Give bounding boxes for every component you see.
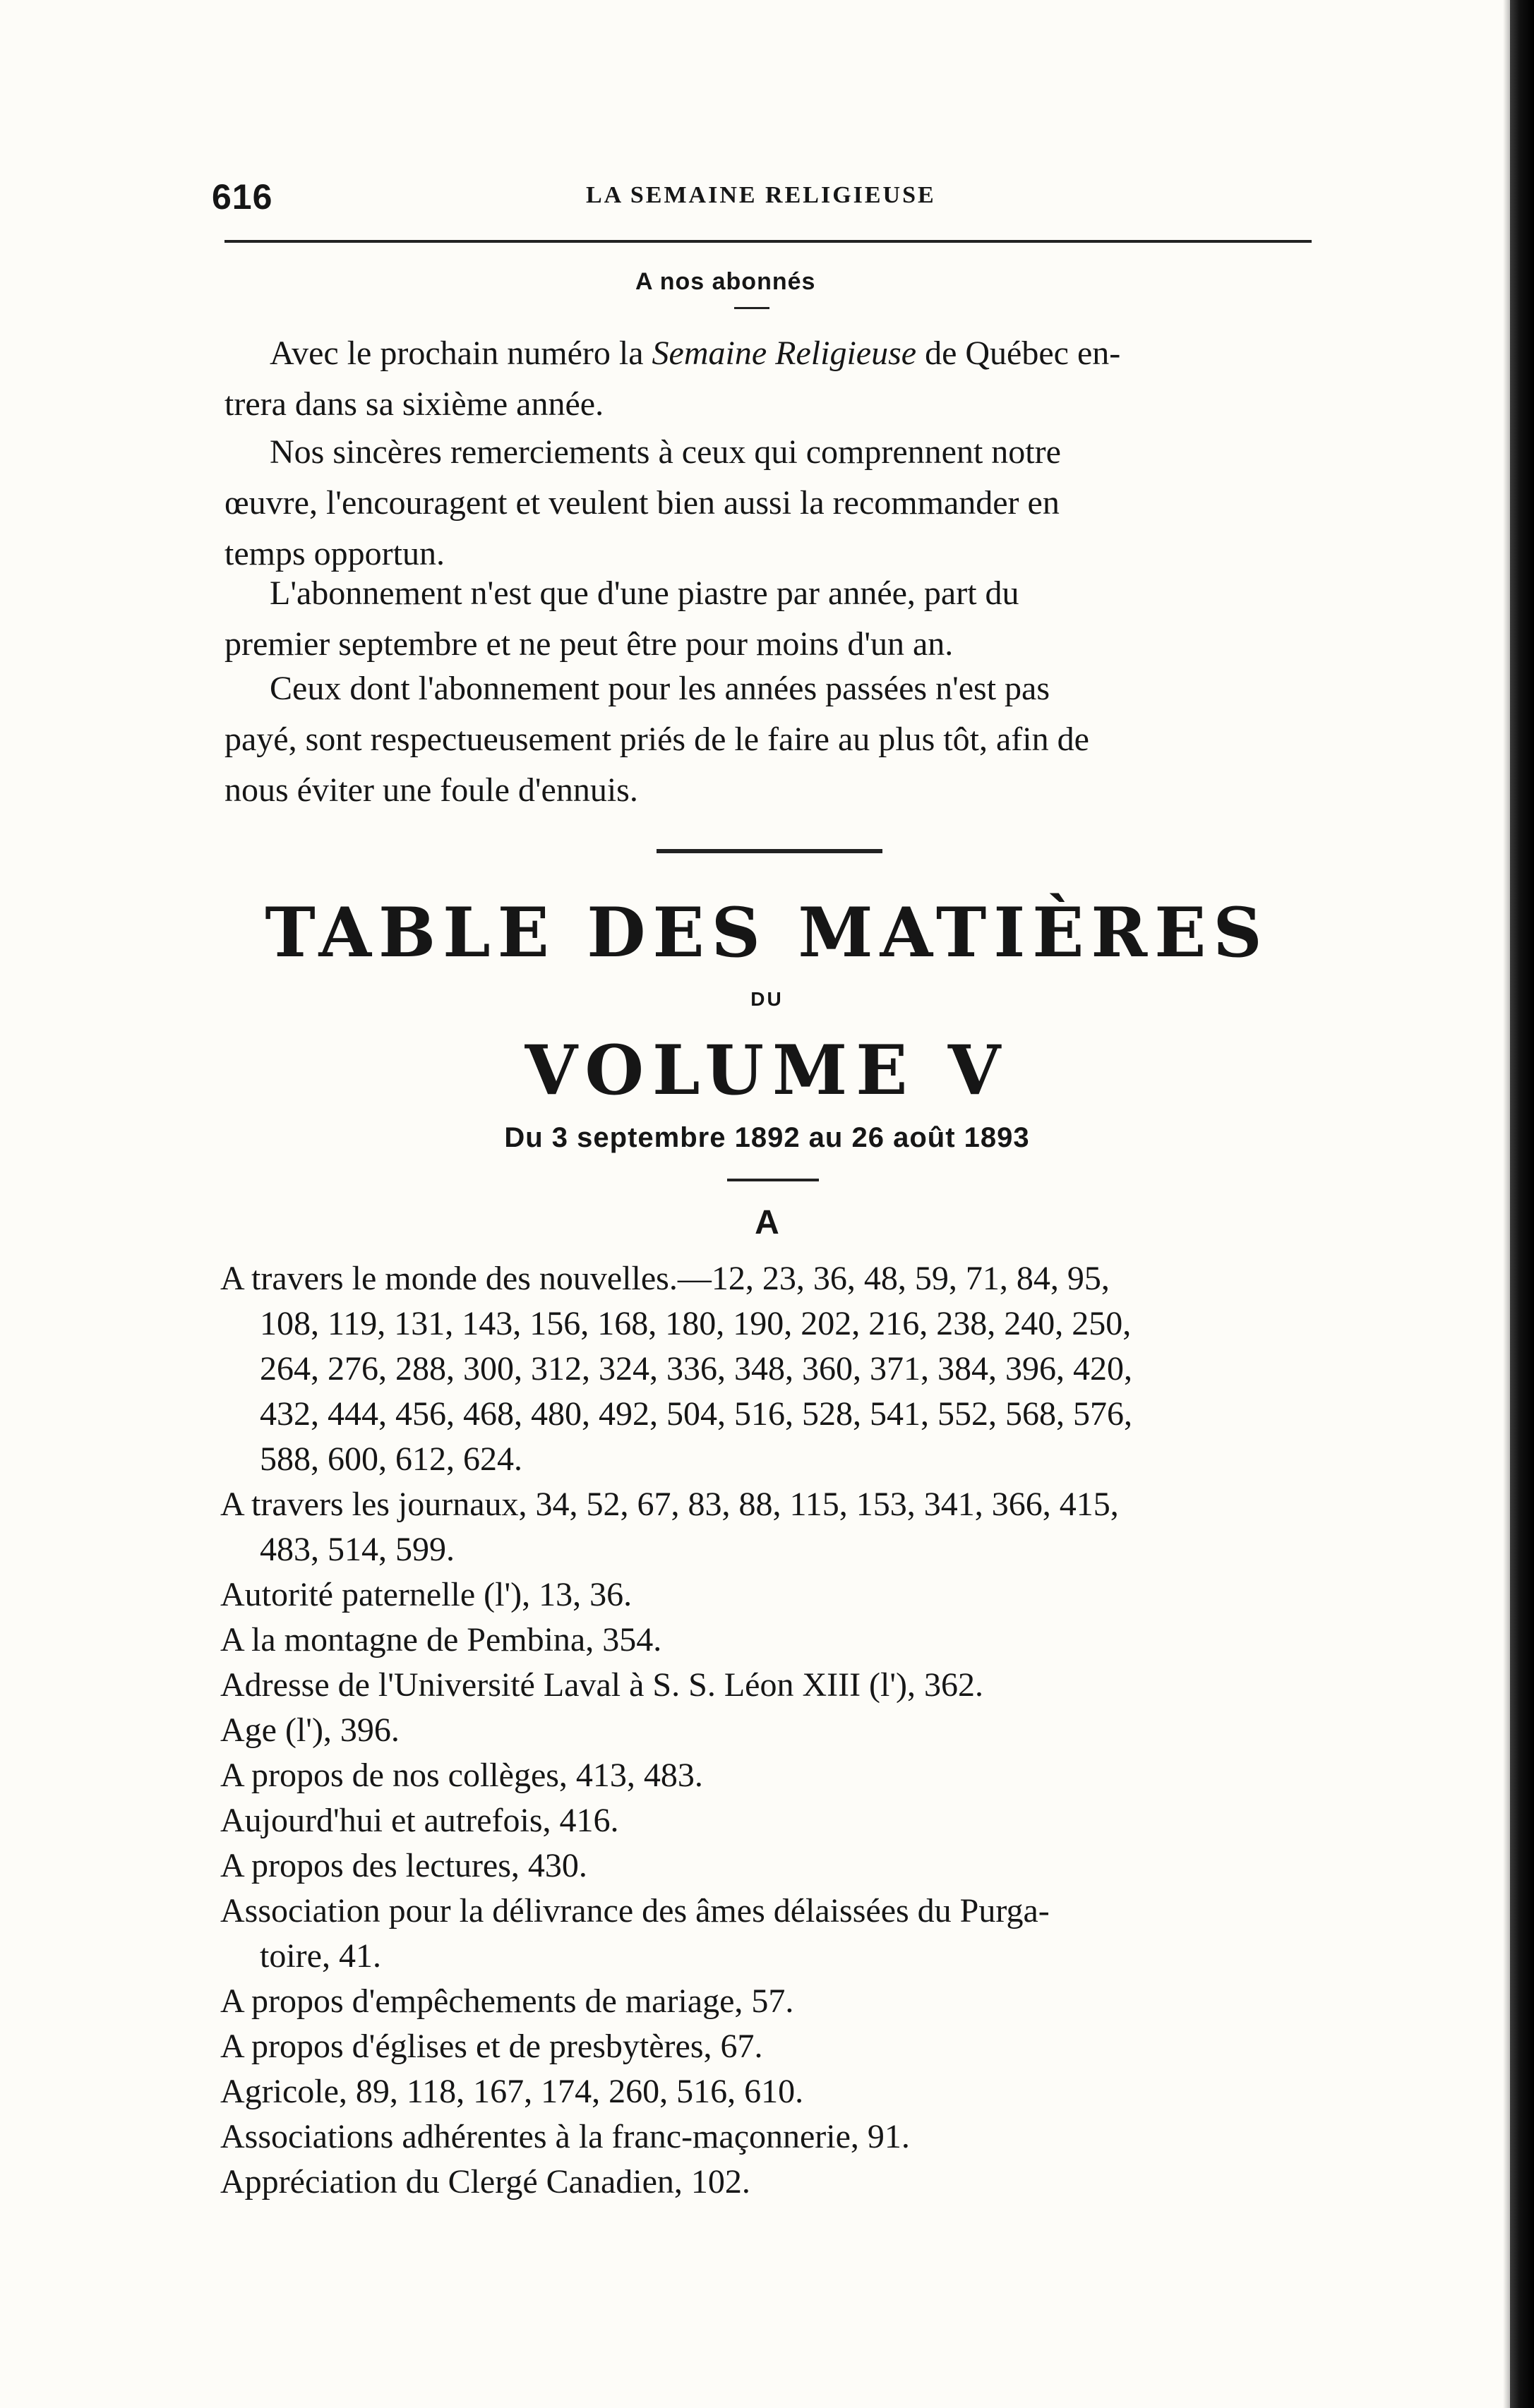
toc-entry: [220, 1256, 1322, 1482]
paragraph-line: L'abonnement n'est que d'une piastre par année, part du: [270, 574, 1019, 612]
toc-volume: VOLUME V: [525, 1030, 1009, 1110]
toc-title: TABLE DES MATIÈRES: [265, 893, 1269, 973]
toc-entry: [220, 2069, 1322, 2114]
paragraph-line: premier septembre et ne peut être pour moins d'un an.: [224, 625, 954, 663]
entry-line: toire, 41.: [260, 1937, 381, 1975]
paragraph-line: trera dans sa sixième année.: [224, 385, 604, 423]
toc-entry: [220, 1572, 1322, 1618]
title-rule: [657, 849, 882, 853]
toc-entry: [220, 1663, 1322, 1708]
paragraph-line: temps opportun.: [224, 535, 445, 572]
toc-entry: [220, 1753, 1322, 1798]
entry-line: Associations adhérentes à la franc-maçonnerie, 91.: [220, 2118, 910, 2155]
entry-line: Agricole, 89, 118, 167, 174, 260, 516, 610.: [220, 2073, 804, 2110]
toc-entry: [220, 1482, 1322, 1572]
page-number: 616: [212, 177, 273, 217]
entry-line: A travers le monde des nouvelles.—12, 23, 36, 48, 59, 71, 84, 95,: [220, 1260, 1110, 1297]
journal-name-italic: Semaine Religieuse: [652, 335, 917, 372]
notice-paragraph-4: [224, 663, 1312, 816]
toc-dates: Du 3 septembre 1892 au 26 août 1893: [504, 1122, 1030, 1153]
entry-line: A propos d'empêchements de mariage, 57.: [220, 1982, 794, 2020]
toc-entry: [220, 1979, 1322, 2024]
paragraph-line: nous éviter une foule d'ennuis.: [224, 771, 638, 809]
entry-line: Association pour la délivrance des âmes délaissées du Purga-: [220, 1892, 1050, 1930]
entry-line: A propos des lectures, 430.: [220, 1847, 587, 1884]
toc-entry: [220, 2114, 1322, 2160]
paragraph-line: œuvre, l'encouragent et veulent bien aussi la recommander en: [224, 484, 1060, 522]
entry-line: A propos de nos collèges, 413, 483.: [220, 1757, 703, 1794]
entry-line: Age (l'), 396.: [220, 1711, 400, 1749]
entry-line: A travers les journaux, 34, 52, 67, 83, 88, 115, 153, 341, 366, 415,: [220, 1486, 1119, 1523]
journal-title: LA SEMAINE RELIGIEUSE: [586, 182, 936, 208]
toc-entry: [220, 1708, 1322, 1753]
paragraph-line: Nos sincères remerciements à ceux qui comprennent notre: [270, 433, 1061, 471]
entry-line: A la montagne de Pembina, 354.: [220, 1621, 662, 1658]
section-letter: A: [755, 1204, 779, 1241]
entry-line: 483, 514, 599.: [260, 1531, 455, 1568]
entry-line: Aujourd'hui et autrefois, 416.: [220, 1802, 619, 1839]
paragraph-line: Ceux dont l'abonnement pour les années passées n'est pas: [270, 670, 1050, 707]
notice-paragraph-2: [224, 427, 1312, 579]
text-run: de Québec en-: [916, 335, 1121, 372]
entry-line: 108, 119, 131, 143, 156, 168, 180, 190, 202, 216, 238, 240, 250,: [260, 1305, 1132, 1342]
toc-entry: [220, 1889, 1322, 1979]
notice-paragraph-1: [224, 328, 1312, 430]
header-rule: [224, 240, 1312, 243]
running-head: [212, 176, 1306, 226]
toc-entry: [220, 1843, 1322, 1889]
paragraph-line: [224, 328, 1312, 379]
notice-heading: A nos abonnés: [635, 268, 816, 295]
dates-rule: [727, 1179, 819, 1181]
entry-line: 588, 600, 612, 624.: [260, 1440, 522, 1478]
toc-entry: [220, 2024, 1322, 2069]
notice-paragraph-3: [224, 568, 1312, 670]
toc-entry: [220, 1798, 1322, 1843]
entry-line: A propos d'églises et de presbytères, 67.: [220, 2028, 763, 2065]
notice-heading-rule: [734, 307, 769, 309]
entry-line: Autorité paternelle (l'), 13, 36.: [220, 1576, 633, 1613]
paragraph-line: payé, sont respectueusement priés de le faire au plus tôt, afin de: [224, 721, 1089, 758]
entry-line: Appréciation du Clergé Canadien, 102.: [220, 2163, 750, 2201]
toc-du: DU: [750, 988, 784, 1010]
toc-entry: [220, 2160, 1322, 2205]
entry-line: 432, 444, 456, 468, 480, 492, 504, 516, 528, 541, 552, 568, 576,: [260, 1395, 1132, 1433]
entry-line: Adresse de l'Université Laval à S. S. Léon XIII (l'), 362.: [220, 1666, 984, 1704]
entry-line: 264, 276, 288, 300, 312, 324, 336, 348, 360, 371, 384, 396, 420,: [260, 1350, 1132, 1387]
text-run: Avec le prochain numéro la: [270, 335, 652, 372]
toc-entry: [220, 1618, 1322, 1663]
toc-entries: [220, 1256, 1322, 2205]
